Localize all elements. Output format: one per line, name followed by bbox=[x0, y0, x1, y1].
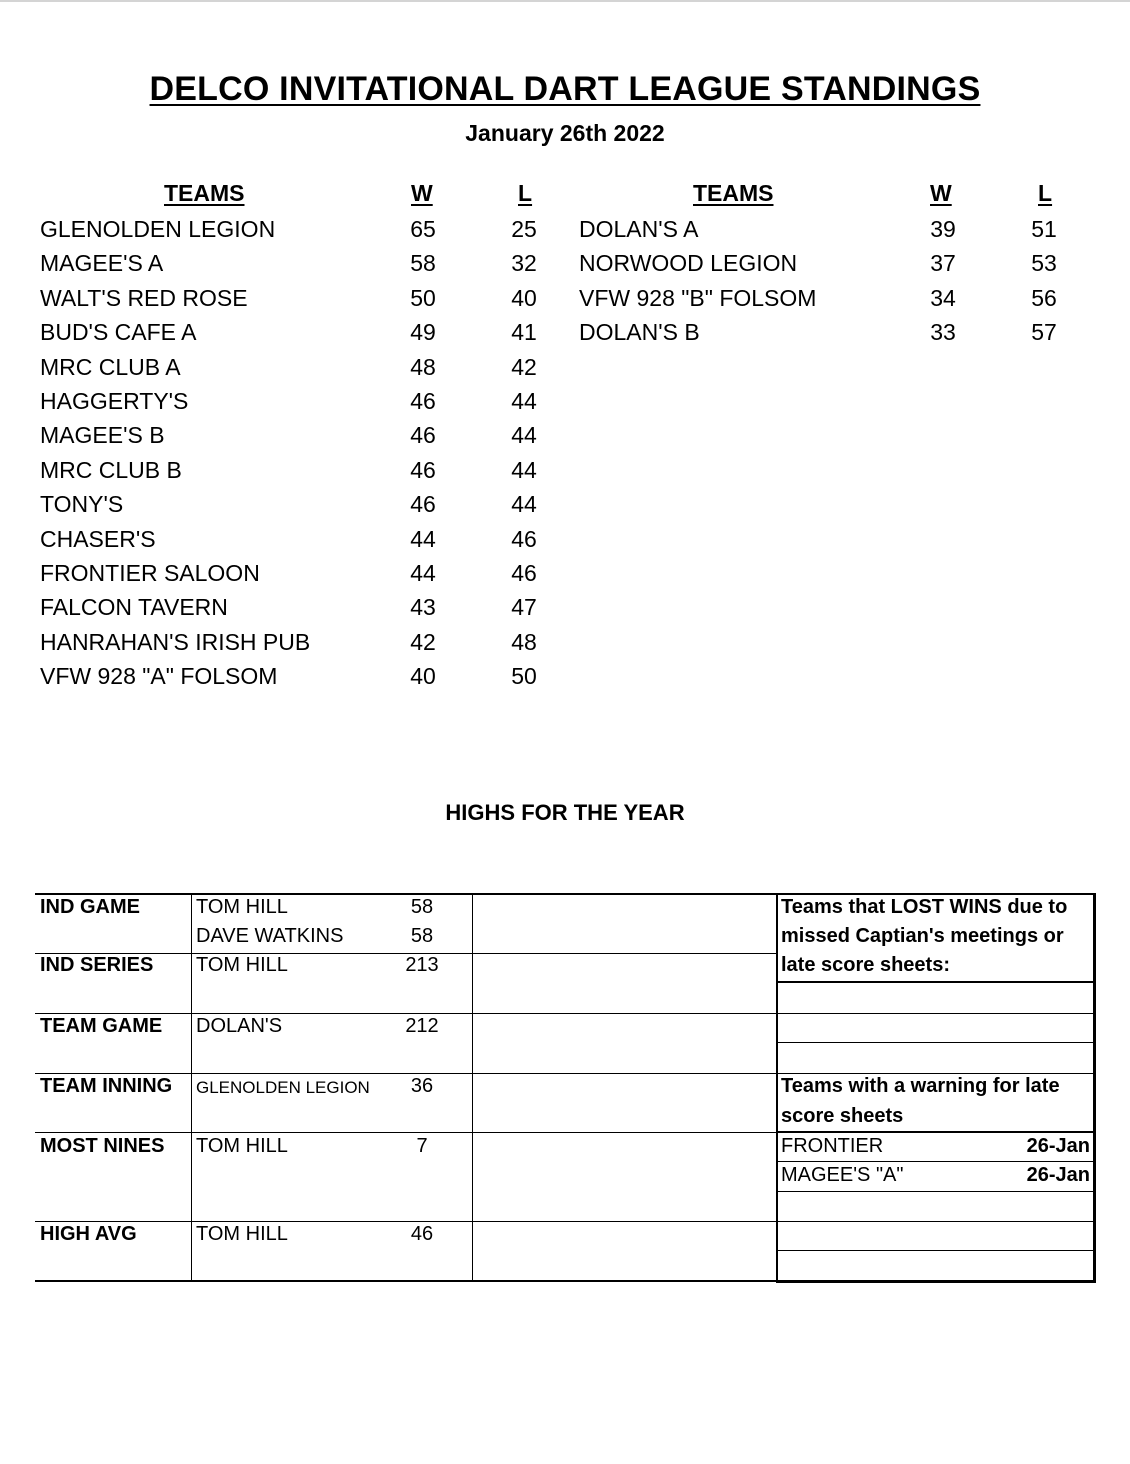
team-name: MRC CLUB A bbox=[40, 353, 181, 380]
teams-header-left: TEAMS bbox=[164, 180, 245, 206]
team-wins: 50 bbox=[410, 284, 436, 311]
standings-row bbox=[0, 384, 560, 418]
standings-row bbox=[0, 590, 560, 624]
team-losses: 46 bbox=[511, 559, 537, 586]
team-losses: 57 bbox=[1031, 319, 1057, 346]
team-name: GLENOLDEN LEGION bbox=[40, 216, 276, 242]
team-name: HANRAHAN'S IRISH PUB bbox=[40, 628, 311, 655]
warnings-line-2: score sheets bbox=[781, 1105, 904, 1127]
team-losses: 50 bbox=[511, 663, 537, 690]
team-inning-name: GLENOLDEN LEGION bbox=[196, 1078, 370, 1097]
team-name: MAGEE'S B bbox=[40, 422, 165, 449]
team-losses: 44 bbox=[511, 491, 537, 518]
team-game-label: TEAM GAME bbox=[40, 1015, 163, 1037]
team-losses: 32 bbox=[511, 250, 537, 277]
standings-row bbox=[0, 418, 560, 452]
losses-header-right: L bbox=[1038, 180, 1053, 206]
page-date: January 26th 2022 bbox=[465, 120, 665, 146]
standings-row bbox=[0, 350, 560, 384]
ind-series-label: IND SERIES bbox=[40, 954, 154, 976]
team-name: FRONTIER SALOON bbox=[40, 559, 260, 586]
team-losses: 56 bbox=[1031, 284, 1057, 311]
team-wins: 39 bbox=[930, 216, 956, 242]
lost-wins-line-3: late score sheets: bbox=[781, 954, 950, 976]
box-rule bbox=[776, 1191, 1096, 1192]
box-rule bbox=[776, 1073, 1096, 1074]
team-name: VFW 928 "B" FOLSOM bbox=[579, 284, 817, 311]
ind-game-value-2: 58 bbox=[410, 925, 434, 947]
team-losses: 48 bbox=[511, 628, 537, 655]
highs-rule bbox=[35, 1013, 777, 1014]
box-rule bbox=[776, 1161, 1096, 1162]
team-game-value: 212 bbox=[405, 1015, 439, 1037]
team-wins: 40 bbox=[410, 663, 436, 690]
team-wins: 34 bbox=[930, 284, 956, 311]
team-losses: 47 bbox=[511, 594, 537, 621]
highs-title: HIGHS FOR THE YEAR bbox=[445, 800, 685, 825]
team-wins: 48 bbox=[410, 353, 436, 380]
team-name: DOLAN'S B bbox=[579, 319, 700, 346]
most-nines-name: TOM HILL bbox=[196, 1135, 288, 1157]
ind-series-value: 213 bbox=[405, 954, 439, 976]
team-name: NORWOOD LEGION bbox=[579, 250, 798, 277]
lost-wins-line-1: Teams that LOST WINS due to bbox=[781, 896, 1068, 918]
team-wins: 65 bbox=[410, 216, 436, 242]
box-border-top bbox=[776, 893, 1096, 895]
team-wins: 44 bbox=[410, 525, 436, 552]
team-name: MRC CLUB B bbox=[40, 456, 182, 483]
standings-row bbox=[0, 522, 560, 556]
box-border-left bbox=[776, 893, 778, 1283]
team-name: BUD'S CAFE A bbox=[40, 319, 197, 346]
team-losses: 25 bbox=[511, 216, 537, 242]
ind-game-value-1: 58 bbox=[410, 896, 434, 918]
warning-date-1: 26-Jan bbox=[1026, 1135, 1090, 1157]
team-wins: 37 bbox=[930, 250, 956, 277]
standings-row bbox=[0, 487, 560, 521]
team-losses: 53 bbox=[1031, 250, 1057, 277]
most-nines-label: MOST NINES bbox=[40, 1135, 165, 1157]
page-title: DELCO INVITATIONAL DART LEAGUE STANDINGS bbox=[149, 70, 981, 108]
standings-row bbox=[0, 281, 1130, 315]
team-name: CHASER'S bbox=[40, 525, 156, 552]
standings-row bbox=[0, 246, 1130, 280]
team-inning-label: TEAM INNING bbox=[40, 1075, 173, 1097]
team-wins: 33 bbox=[930, 319, 956, 346]
standings-row bbox=[0, 659, 560, 693]
lost-wins-line-2: missed Captian's meetings or bbox=[781, 925, 1064, 947]
team-wins: 46 bbox=[410, 491, 436, 518]
team-wins: 46 bbox=[410, 387, 436, 414]
standings-row bbox=[0, 556, 560, 590]
team-name: DOLAN'S A bbox=[579, 216, 699, 242]
highs-top-rule bbox=[35, 893, 777, 895]
warnings-line-1: Teams with a warning for late bbox=[781, 1075, 1060, 1097]
team-losses: 42 bbox=[511, 353, 537, 380]
team-name: MAGEE'S A bbox=[40, 250, 164, 277]
team-wins: 49 bbox=[410, 319, 436, 346]
losses-header-left: L bbox=[518, 180, 533, 206]
ind-series-name: TOM HILL bbox=[196, 954, 288, 976]
standings-row bbox=[0, 625, 560, 659]
team-losses: 44 bbox=[511, 422, 537, 449]
top-border bbox=[0, 0, 1130, 2]
teams-header-right: TEAMS bbox=[693, 180, 774, 206]
warning-date-2: 26-Jan bbox=[1026, 1164, 1090, 1186]
high-avg-value: 46 bbox=[410, 1223, 434, 1245]
ind-game-name-1: TOM HILL bbox=[196, 896, 288, 918]
team-losses: 46 bbox=[511, 525, 537, 552]
team-losses: 44 bbox=[511, 456, 537, 483]
box-border-bottom bbox=[776, 1280, 1096, 1283]
ind-game-name-2: DAVE WATKINS bbox=[196, 925, 344, 947]
box-rule bbox=[776, 1013, 1096, 1014]
standings-row bbox=[0, 212, 1130, 246]
team-wins: 46 bbox=[410, 456, 436, 483]
team-losses: 51 bbox=[1031, 216, 1057, 242]
box-rule bbox=[776, 1131, 1096, 1133]
team-wins: 42 bbox=[410, 628, 436, 655]
team-name: WALT'S RED ROSE bbox=[40, 284, 248, 311]
wins-header-right: W bbox=[930, 180, 952, 206]
most-nines-value: 7 bbox=[416, 1135, 428, 1157]
team-wins: 43 bbox=[410, 594, 436, 621]
wins-header-left: W bbox=[411, 180, 433, 206]
box-rule bbox=[776, 1042, 1096, 1043]
team-losses: 41 bbox=[511, 319, 537, 346]
box-rule bbox=[776, 1250, 1096, 1251]
ind-game-label: IND GAME bbox=[40, 896, 140, 918]
high-avg-name: TOM HILL bbox=[196, 1223, 288, 1245]
team-game-name: DOLAN'S bbox=[196, 1015, 283, 1037]
high-avg-label: HIGH AVG bbox=[40, 1223, 137, 1245]
box-rule bbox=[776, 1221, 1096, 1222]
team-wins: 58 bbox=[410, 250, 436, 277]
team-inning-value: 36 bbox=[410, 1075, 434, 1097]
box-rule bbox=[776, 981, 1096, 983]
highs-rule bbox=[35, 1073, 777, 1074]
team-losses: 40 bbox=[511, 284, 537, 311]
box-border-right bbox=[1093, 893, 1096, 1283]
highs-rule bbox=[35, 1132, 777, 1133]
highs-bottom-rule bbox=[35, 1280, 777, 1282]
team-name: TONY'S bbox=[40, 491, 124, 518]
team-wins: 44 bbox=[410, 559, 436, 586]
standings-row bbox=[0, 315, 1130, 349]
team-name: VFW 928 "A" FOLSOM bbox=[40, 663, 278, 690]
warning-team-1: FRONTIER bbox=[781, 1135, 884, 1157]
warning-team-2: MAGEE'S "A" bbox=[781, 1164, 904, 1186]
highs-col-divider bbox=[191, 893, 192, 1282]
standings-row bbox=[0, 453, 560, 487]
highs-rule bbox=[35, 1221, 777, 1222]
team-name: HAGGERTY'S bbox=[40, 387, 189, 414]
highs-col-divider bbox=[472, 893, 473, 1282]
team-wins: 46 bbox=[410, 422, 436, 449]
team-losses: 44 bbox=[511, 387, 537, 414]
standings-right bbox=[0, 212, 1130, 350]
team-name: FALCON TAVERN bbox=[40, 594, 228, 621]
